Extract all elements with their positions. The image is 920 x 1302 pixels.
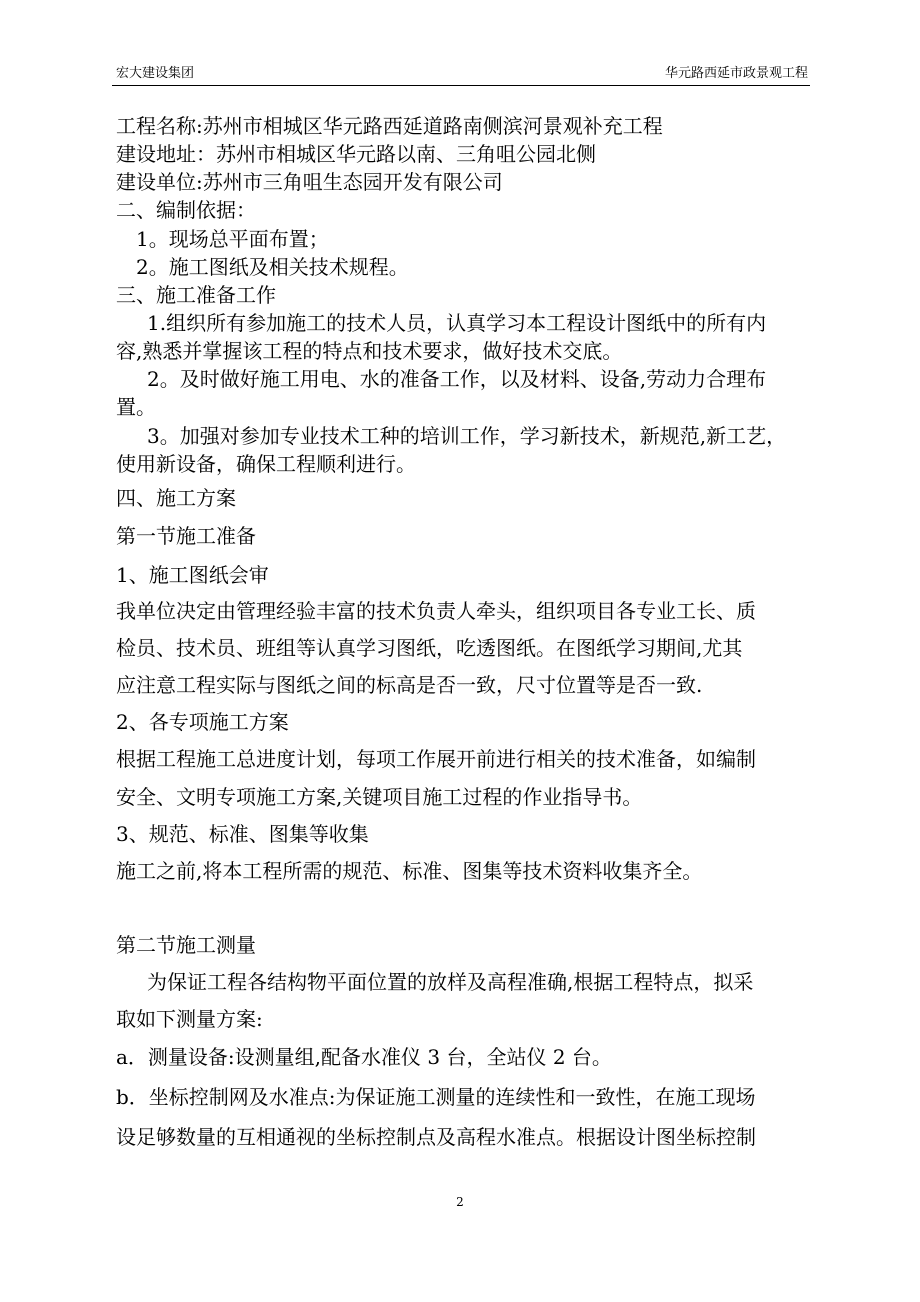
section-heading: 四、施工方案 xyxy=(116,486,236,510)
paragraph-line: 应注意工程实际与图纸之间的标高是否一致，尺寸位置等是否一致. xyxy=(116,673,703,697)
item-heading: 2、各专项施工方案 xyxy=(116,710,289,734)
paragraph-line: 为保证工程各结构物平面位置的放样及高程准确,根据工程特点，拟采 xyxy=(147,970,754,994)
paragraph-line: 根据工程施工总进度计划，每项工作展开前进行相关的技术准备，如编制 xyxy=(116,747,756,771)
paragraph-line: 检员、技术员、班组等认真学习图纸，吃透图纸。在图纸学习期间,尤其 xyxy=(116,636,743,660)
owner-line: 建设单位:苏州市三角咀生态园开发有限公司 xyxy=(116,170,503,194)
paragraph-line: a．测量设备:设测量组,配备水准仪 3 台，全站仪 2 台。 xyxy=(116,1045,612,1069)
paragraph-line: 1.组织所有参加施工的技术人员，认真学习本工程设计图纸中的所有内 xyxy=(147,311,767,335)
project-name-line: 工程名称:苏州市相城区华元路西延道路南侧滨河景观补充工程 xyxy=(116,114,663,138)
subsection-heading: 第一节施工准备 xyxy=(116,524,256,548)
paragraph-line: 2。及时做好施工用电、水的准备工作，以及材料、设备,劳动力合理布 xyxy=(147,367,767,391)
paragraph-line: b．坐标控制网及水准点:为保证施工测量的连续性和一致性，在施工现场 xyxy=(116,1085,756,1109)
section-heading: 三、施工准备工作 xyxy=(116,283,276,307)
list-item: 1。现场总平面布置； xyxy=(136,227,329,251)
header-project: 华元路西延市政景观工程 xyxy=(664,66,808,81)
paragraph-line: 施工之前,将本工程所需的规范、标准、图集等技术资料收集齐全。 xyxy=(116,859,703,883)
paragraph-line: 3。加强对参加专业技术工种的培训工作，学习新技术，新规范,新工艺， xyxy=(147,424,787,448)
item-heading: 3、规范、标准、图集等收集 xyxy=(116,822,369,846)
page-number: 2 xyxy=(456,1195,464,1209)
list-item: 2。施工图纸及相关技术规程。 xyxy=(136,255,409,279)
item-heading: 1、施工图纸会审 xyxy=(116,563,269,587)
paragraph-line: 容,熟悉并掌握该工程的特点和技术要求，做好技术交底。 xyxy=(116,339,623,363)
paragraph-line: 设足够数量的互相通视的坐标控制点及高程水准点。根据设计图坐标控制 xyxy=(116,1125,756,1149)
subsection-heading: 第二节施工测量 xyxy=(116,933,256,957)
paragraph-line: 安全、文明专项施工方案,关键项目施工过程的作业指导书。 xyxy=(116,785,643,809)
paragraph-line: 使用新设备，确保工程顺利进行。 xyxy=(116,452,416,476)
site-address-line: 建设地址：苏州市相城区华元路以南、三角咀公园北侧 xyxy=(116,142,596,166)
paragraph-line: 取如下测量方案: xyxy=(116,1007,263,1031)
header-rule xyxy=(112,85,810,86)
paragraph-line: 我单位决定由管理经验丰富的技术负责人牵头，组织项目各专业工长、质 xyxy=(116,599,756,623)
header-company: 宏大建设集团 xyxy=(116,66,195,81)
paragraph-line: 置。 xyxy=(116,395,156,419)
section-heading: 二、编制依据： xyxy=(116,198,256,222)
